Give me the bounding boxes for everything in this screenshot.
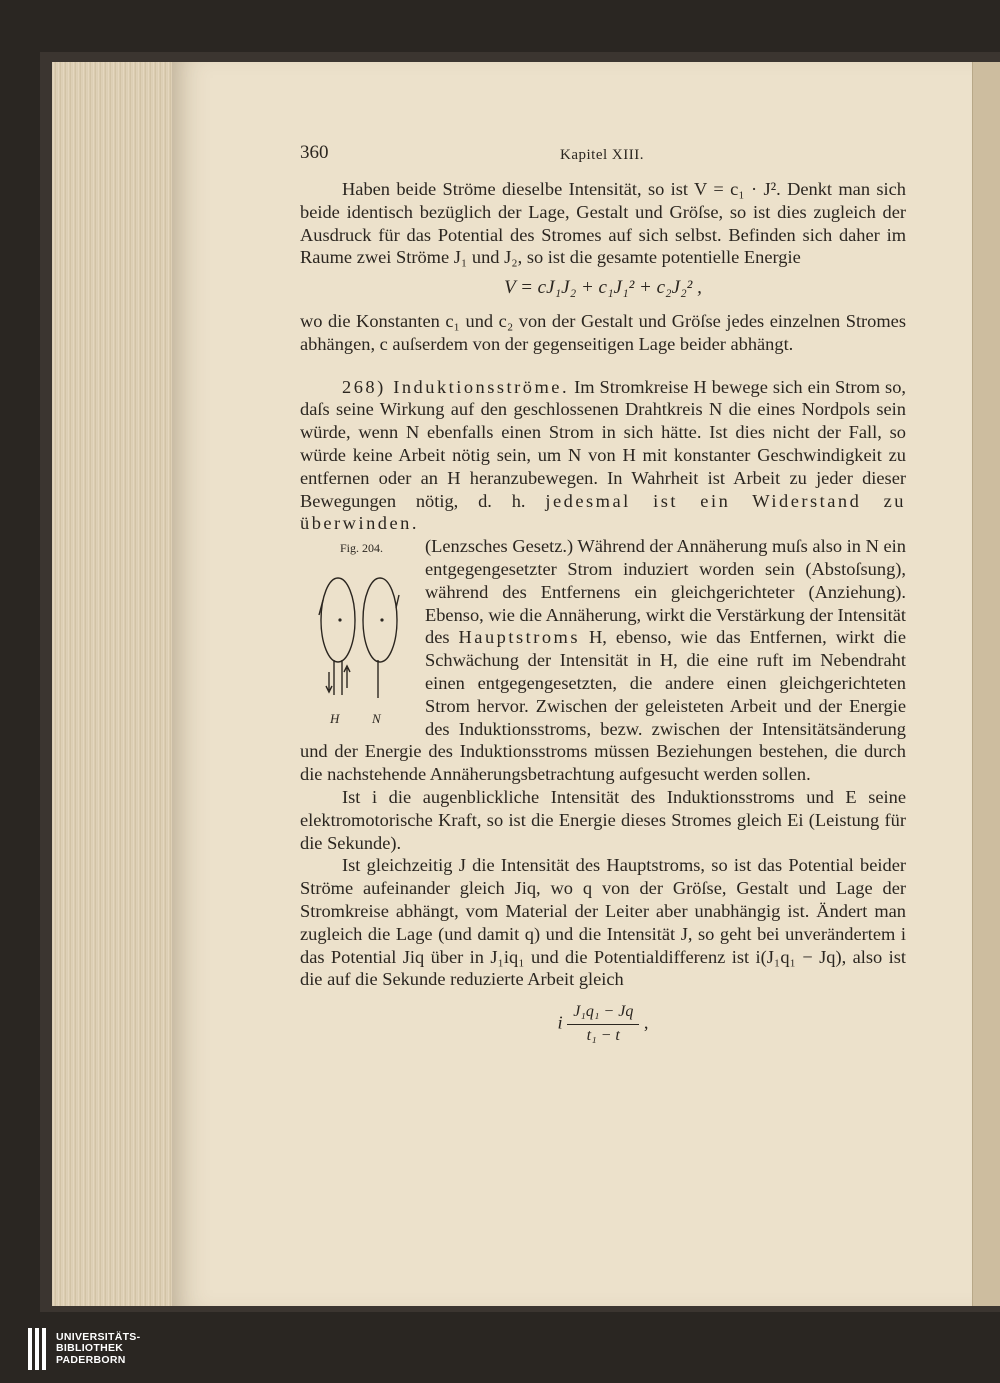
formula-work-suffix: , (643, 1012, 649, 1033)
logo-line-3: PADERBORN (56, 1353, 126, 1366)
coil-diagram (300, 560, 415, 720)
figure-label-h: H (330, 710, 340, 726)
running-title: Kapitel XIII. (560, 147, 644, 163)
section-heading: 268) Induktionsströme. (342, 376, 570, 397)
paragraph-3b: (Lenzsches Gesetz.) Während der Annäherung muſs also in N ein entgegengesetzter Strom induziert worden sein (Abstoſsung), während des Entfernens ein gleichgerichteter (Anziehung). Ebenso, wie die Annäherung, wirkt die Verstärkung der Intensität des (425, 536, 906, 648)
page-number: 360 (300, 142, 329, 163)
spaced-hauptstroms: Hauptstroms (458, 627, 581, 648)
logo-line-1: UNIVERSITÄTS- (56, 1330, 141, 1343)
figure-204 (300, 537, 415, 737)
facing-page-edge (972, 62, 1000, 1306)
library-logo-text (56, 1332, 140, 1367)
page-content (300, 142, 906, 1048)
coil-n (363, 578, 397, 662)
library-logo (28, 1328, 140, 1370)
logo-line-2: BIBLIOTHEK (56, 1342, 124, 1355)
paragraph-3a: Im Stromkreise H bewege sich ein Strom so, daſs seine Wirkung auf den geschlossenen Drahtkreis N die eines Nordpols sein würde, wenn N ebenfalls einen Strom in sich hätte. Ist dies nicht der Fall, so würde keine Arbeit nötig sein, um N von H mit konstanter Geschwindigkeit zu entfernen oder an H heranzubewegen. In Wahrheit ist Arbeit zu jeder dieser Bewegungen nötig, d. h. (300, 376, 906, 511)
formula-work-fraction (567, 1001, 639, 1048)
formula-work-prefix: i (557, 1012, 563, 1033)
paragraph-4: Ist i die augenblickliche Intensität des Induktionsstroms und E seine elektromotorische Kraft, so ist die Energie dieses Stromes gleich Ei (Leistung für die Sekunde). (300, 786, 906, 853)
paragraph-3 (300, 376, 906, 536)
book-page (172, 62, 972, 1306)
figure-label: Fig. 204. (339, 541, 383, 556)
formula-work-numerator: J₁q₁ − Jq (567, 1001, 639, 1025)
formula-work (300, 1001, 906, 1048)
page-header (300, 142, 906, 178)
paragraph-2: wo die Konstanten c₁ und c₂ von der Gestalt und Gröſse jedes einzelnen Stromes abhängen, c auſserdem von der gegenseitigen Lage beider abhängt. (300, 310, 906, 354)
spaced-emphasis: jedesmal ist ein Widerstand zu überwinden. (300, 490, 906, 534)
figure-label-n: N (372, 710, 381, 726)
paragraph-5: Ist gleichzeitig J die Intensität des Hauptstroms, so ist das Potential beider Ströme aufeinander gleich Jiq, wo q von der Gröſse, Gestalt und Lage der Stromkreise abhängt, vom Material der Leiter aber unabhängig ist. Ändert man zugleich die Lage (und damit q) und die Intensität J, so geht bei unverändertem i das Potential Jiq über in J₁iq₁ und die Potentialdifferenz ist i(J₁q₁ − Jq), also ist die auf die Sekunde reduzierte Arbeit gleich (300, 855, 906, 990)
paragraph-3c: H, ebenso, wie das Entfernen, wirkt die Schwächung der Intensität in H, die eine ruft im Nebendraht einen entgegengesetzten, die andere einen gleichgerichteten Strom hervor. Zwischen der geleisteten Arbeit und der Energie des Induktionsstroms, bezw. zwischen der Intensitätsänderung und der Energie des Induktionsstroms müssen Beziehungen bestehen, die durch die nachstehende Annäherungsbetrachtung aufgesucht werden sollen. (300, 627, 906, 785)
paragraph-1: Haben beide Ströme dieselbe Intensität, so ist V = c₁ · J². Denkt man sich beide identisch bezüglich der Lage, Gestalt und Gröſse, so ist dies zugleich der Ausdruck für das Potential des Stromes auf sich selbst. Befinden sich daher im Raume zwei Ströme J₁ und J₂, so ist die gesamte potentielle Energie (300, 179, 906, 268)
library-logo-icon (28, 1328, 48, 1370)
page-edges (52, 62, 173, 1306)
coil-h (321, 578, 355, 662)
formula-work-denominator: t₁ − t (586, 1026, 620, 1044)
formula-energy: V = cJ₁J₂ + c₁J₁² + c₂J₂² , (504, 277, 702, 299)
